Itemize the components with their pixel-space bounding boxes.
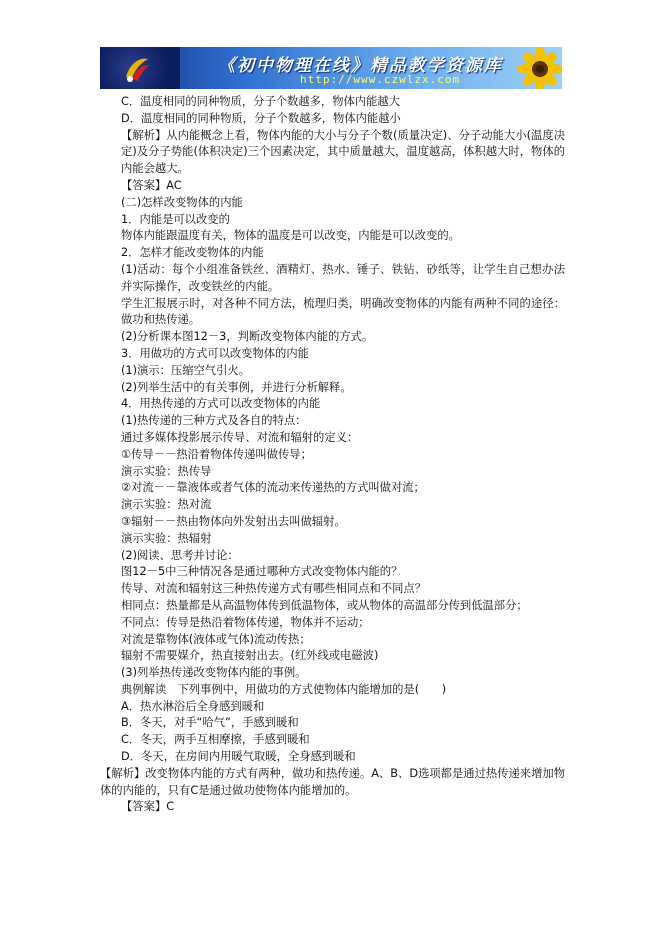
logo-area [100,47,180,89]
text-line: 典例解读 下列事例中，用做功的方式使物体内能增加的是( ) [121,682,447,696]
text-line: 通过多媒体投影展示传导、对流和辐射的定义： [121,430,359,444]
text-line: A．热水淋浴后全身感到暖和 [121,699,265,713]
text-line: 3．用做功的方式可以改变物体的内能 [121,346,309,360]
text-line: ②对流－－靠液体或者气体的流动来传递热的方式叫做对流； [121,481,425,495]
logo-icon [122,55,152,83]
text-line: 4．用热传递的方式可以改变物体的内能 [121,397,321,411]
text-line: (2)分析课本图12－3，判断改变物体内能的方式。 [121,330,374,344]
sunflower-icon [492,47,562,89]
header-title: 《初中物理在线》精品教学资源库 [218,56,503,76]
text-line: 演示实验：热辐射 [121,531,212,545]
header-url[interactable]: http://www.czwlzx.com [300,73,461,86]
text-line: 物体内能跟温度有关，物体的温度是可以改变，内能是可以改变的。 [121,229,460,243]
header-banner [100,47,562,89]
text-line: 演示实验：热对流 [121,498,212,512]
text-line: 1．内能是可以改变的 [121,212,230,226]
text-line: 【解析】改变物体内能的方式有两种，做功和热传递。A、B、D选项都是通过热传递来增加物体的内能的，只有C是通过做功使物体内能增加的。 [100,766,565,797]
text-line: 传导、对流和辐射这三种热传递方式有哪些相同点和不同点？ [121,582,427,596]
text-line: ①传导－－热沿着物体传递叫做传导； [121,447,312,461]
text-line: 辐射不需要媒介，热直接射出去。(红外线或电磁波) [121,649,379,663]
text-line: D．冬天，在房间内用暖气取暖，全身感到暖和 [121,750,356,764]
document-body [100,94,565,816]
text-line: 2．怎样才能改变物体的内能 [121,246,264,260]
text-line: 演示实验：热传导 [121,464,212,478]
text-line: C．冬天，两手互相摩擦，手感到暖和 [121,733,310,747]
text-line: (3)列举热传递改变物体内能的事例。 [121,666,307,680]
text-line: 学生汇报展示时，对各种不同方法，梳理归类，明确改变物体的内能有两种不同的途径：做功和热传递。 [121,296,565,327]
text-line: (2)列举生活中的有关事例，并进行分析解释。 [121,380,352,394]
text-line: C．温度相同的同种物质，分子个数越多，物体内能越大 [121,95,401,108]
text-line: (1)活动：每个小组准备铁丝、酒精灯、热水、锤子、铁钻、砂纸等，让学生自己想办法并实际操作，改变铁丝的内能。 [121,262,565,293]
text-line: D．温度相同的同种物质，分子个数越多，物体内能越小 [121,111,401,125]
text-line: (2)阅读、思考并讨论： [121,548,239,562]
text-line: 【答案】AC [121,178,182,192]
text-line: 相同点：热量都是从高温物体传到低温物体，或从物体的高温部分传到低温部分； [121,598,528,612]
text-line: (二)怎样改变物体的内能 [121,195,243,209]
text-line: (1)演示：压缩空气引火。 [121,363,250,377]
text-line: 【答案】C [121,800,175,814]
text-line: 对流是靠物体(液体或气体)流动传热； [121,632,311,646]
text-line: ③辐射－－热由物体向外发射出去叫做辐射。 [121,514,346,528]
text-line: (1)热传递的三种方式及各自的特点： [121,414,307,428]
text-line: B．冬天，对手“哈气”，手感到暖和 [121,716,299,730]
text-line: 图12－5中三种情况各是通过哪种方式改变物体内能的？ [121,565,403,579]
text-line: 不同点：传导是热沿着物体传递，物体并不运动； [121,615,370,629]
text-line: 【解析】从内能概念上看，物体内能的大小与分子个数(质量决定)、分子动能大小(温度决定)及分子势能(体积决定)三个因素决定，其中质量越大，温度越高，体积越大时，物体的内能会越大。 [121,128,565,176]
